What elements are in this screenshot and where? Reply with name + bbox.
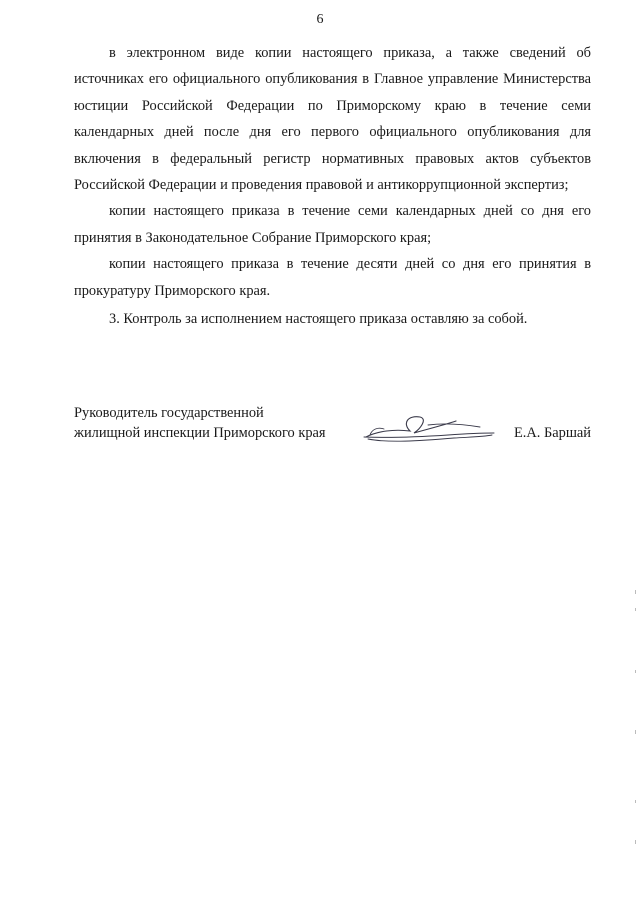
handwritten-signature bbox=[358, 407, 498, 447]
paragraph-legislative-assembly: копии настоящего приказа в течение семи календарных дней со дня его принятия в Законодательное Собрание Приморского края; bbox=[74, 203, 591, 246]
signer-position-line-1: Руководитель государственной bbox=[74, 405, 264, 421]
paragraph-control-clause: 3. Контроль за исполнением настоящего приказа оставляю за собой. bbox=[109, 311, 528, 328]
paragraph-electronic-copies: в электронном виде копии настоящего приказа, а также сведений об источниках его официального опубликования в Главное управление Министерства юстиции Российской Федерации по Приморскому краю в течение семи календарных дней после дня его первого официального опубликования для включения в федеральный регистр нормативных правовых актов субъектов Российской Федерации и проведения правовой и антикоррупционной экспертиз; bbox=[74, 45, 591, 194]
page-number: 6 bbox=[316, 12, 324, 27]
signer-position bbox=[74, 403, 326, 443]
signature-block bbox=[74, 403, 591, 453]
signer-position-line-2: жилищной инспекции Приморского края bbox=[74, 425, 326, 441]
signer-name: Е.А. Баршай bbox=[514, 425, 591, 441]
scan-margin-marks bbox=[635, 590, 637, 880]
paragraph-prosecutor: копии настоящего приказа в течение десяти дней со дня его принятия в прокуратуру Приморского края. bbox=[74, 256, 591, 299]
document-body bbox=[74, 40, 591, 332]
